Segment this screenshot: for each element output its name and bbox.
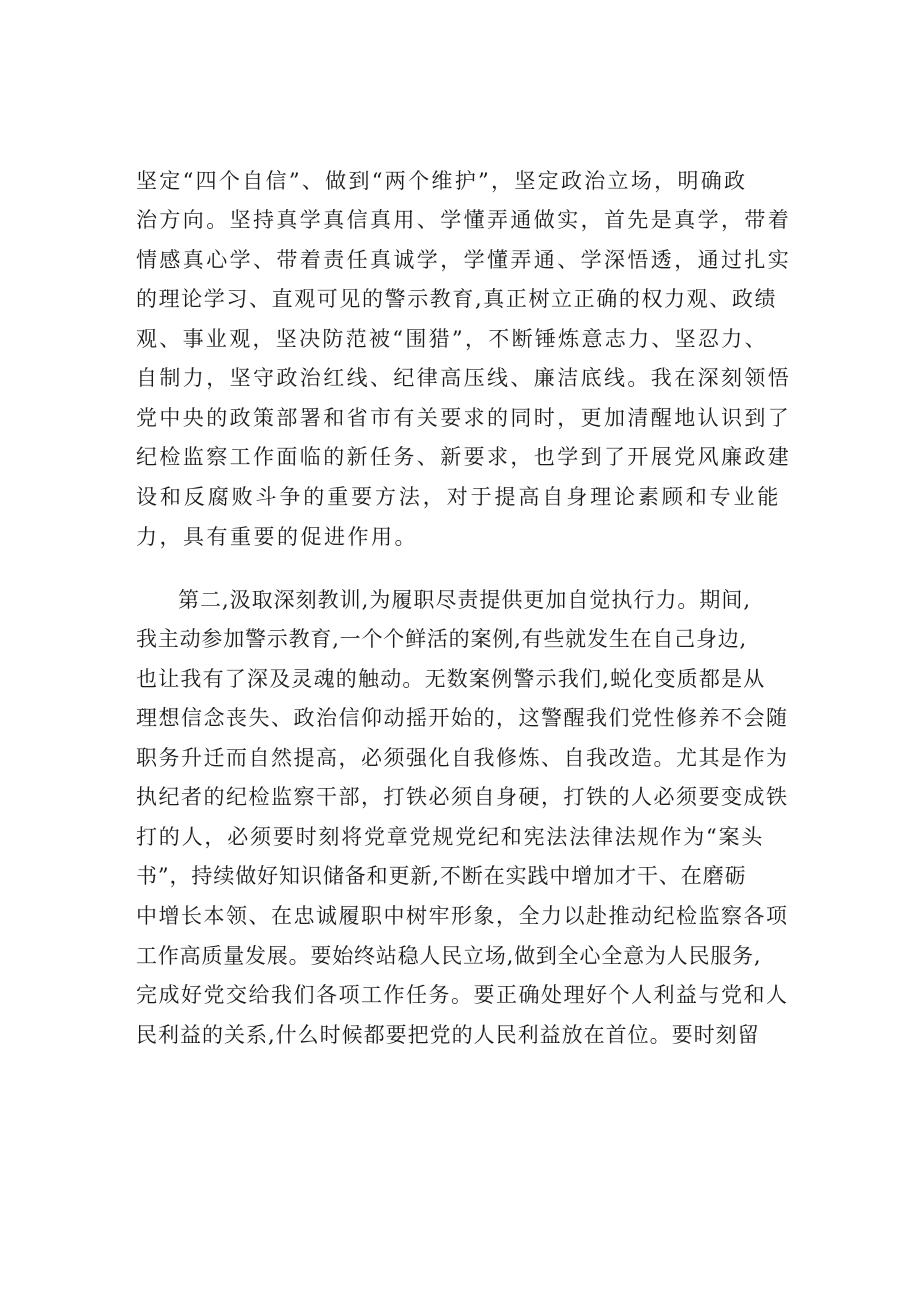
paragraph-2-line-12: 民利益的关系,什么时候都要把党的人民利益放在首位。要时刻留 — [136, 1023, 760, 1047]
paragraph-2-line-5: 职务升迁而自然提高，必须强化自我修炼、自我改造。尤其是作为 — [136, 746, 789, 770]
paragraph-2-line-7: 打的人，必须要时刻将党章党规党纪和宪法法律法规作为“案头 — [136, 825, 765, 849]
paragraph-1-line-3: 情感真心学、带着责任真诚学，学懂弄通、学深悟透，通过扎实 — [136, 248, 792, 272]
paragraph-2-line-11: 完成好党交给我们各项工作任务。要正确处理好个人利益与党和人 — [136, 983, 789, 1007]
paragraph-1-line-1: 坚定“四个自信”、做到“两个维护”，坚定政治立场，明确政 — [136, 169, 748, 193]
paragraph-2-line-6: 执纪者的纪检监察干部，打铁必须自身硬，打铁的人必须要变成铁 — [136, 785, 789, 809]
paragraph-1-line-4: 的理论学习、直观可见的警示教育,真正树立正确的权力观、政绩 — [136, 287, 778, 311]
paragraph-1-line-5: 观、事业观，坚决防范被“围猎”，不断锤炼意志力、坚忍力、 — [136, 327, 768, 351]
paragraph-1-line-10: 力，具有重要的促进作用。 — [136, 525, 418, 549]
paragraph-1-line-7: 党中央的政策部署和省市有关要求的同时，更加清醒地认识到了 — [136, 406, 792, 430]
paragraph-1-line-9: 设和反腐败斗争的重要方法，对于提高自身理论素顾和专业能 — [136, 485, 782, 509]
paragraph-1-line-6: 自制力，坚守政治红线、纪律高压线、廉洁底线。我在深刻领悟 — [136, 366, 792, 390]
paragraph-2-line-2: 我主动参加警示教育,一个个鲜活的案例,有些就发生在自己身边, — [136, 627, 748, 651]
paragraph-2-line-1: 第二,汲取深刻教训,为履职尽责提供更加自觉执行力。期间, — [178, 588, 752, 612]
paragraph-1-line-8: 纪检监察工作面临的新任务、新要求，也学到了开展党风廉政建 — [136, 445, 792, 469]
paragraph-2-line-9: 中增长本领、在忠诚履职中树牢形象，全力以赴推动纪检监察各项 — [136, 904, 789, 928]
paragraph-1-line-2: 治方向。坚持真学真信真用、学懂弄通做实，首先是真学，带着 — [136, 208, 792, 232]
paragraph-2-line-3: 也让我有了深及灵魂的触动。无数案例警示我们,蜕化变质都是从 — [136, 667, 766, 691]
paragraph-2-line-8: 书”，持续做好知识储备和更新,不断在实践中增加才干、在磨砺 — [136, 864, 747, 888]
paragraph-2-line-10: 工作高质量发展。要始终站稳人民立场,做到全心全意为人民服务, — [136, 944, 762, 968]
paragraph-2-line-4: 理想信念丧失、政治信仰动摇开始的，这警醒我们党性修养不会随 — [136, 706, 789, 730]
